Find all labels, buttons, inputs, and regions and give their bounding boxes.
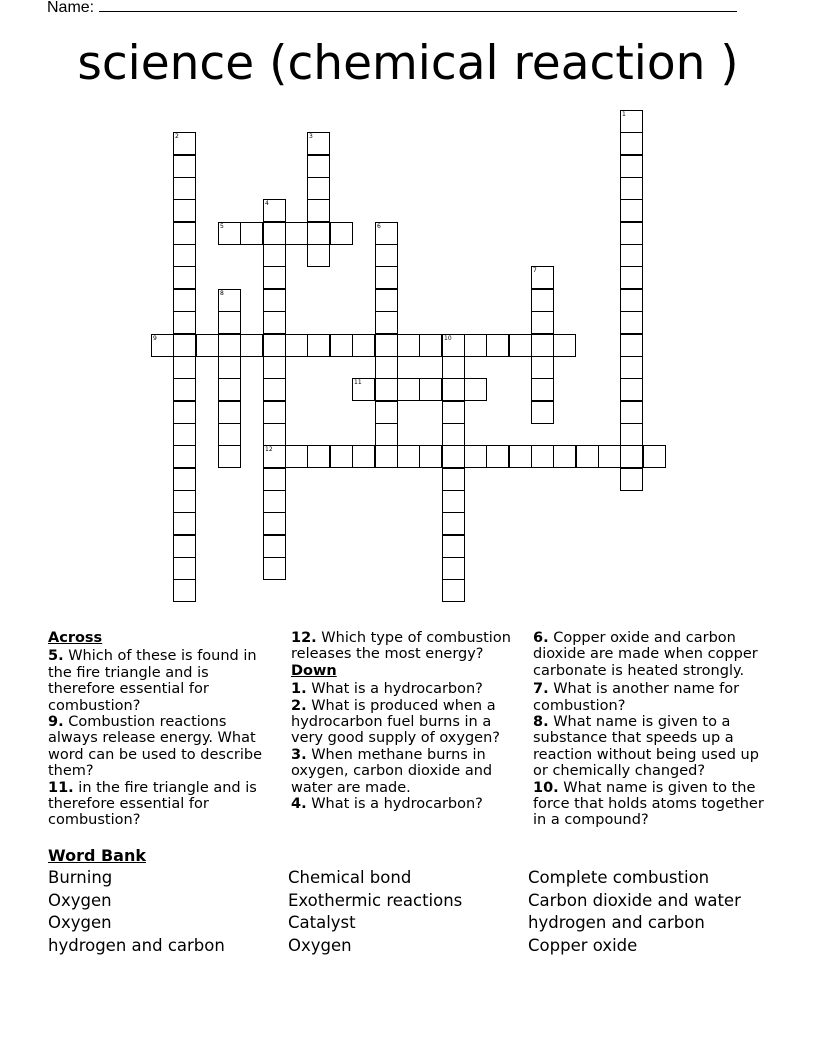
clue-number: 3	[309, 133, 313, 140]
grid-cell[interactable]	[509, 445, 532, 468]
grid-cell[interactable]	[620, 266, 643, 289]
grid-cell[interactable]	[375, 222, 398, 245]
grid-cell[interactable]	[620, 334, 643, 357]
clue-down-3: 3. When methane burns in oxygen, carbon dioxide and water are made.	[291, 746, 493, 796]
grid-cell[interactable]	[263, 222, 286, 245]
grid-cell[interactable]	[620, 177, 643, 200]
clue-number: 4	[265, 200, 269, 207]
grid-cell[interactable]	[263, 356, 286, 379]
grid-cell[interactable]	[531, 311, 554, 334]
grid-cell[interactable]	[263, 557, 286, 580]
grid-cell[interactable]	[173, 401, 196, 424]
grid-cell[interactable]	[576, 445, 599, 468]
grid-cell[interactable]	[196, 334, 219, 357]
grid-cell[interactable]	[442, 401, 465, 424]
grid-cell[interactable]	[352, 445, 375, 468]
grid-cell[interactable]	[531, 289, 554, 312]
grid-cell[interactable]	[173, 468, 196, 491]
grid-cell[interactable]	[263, 199, 286, 222]
grid-cell[interactable]	[531, 445, 554, 468]
word-bank-item: Complete combustion	[528, 868, 710, 887]
grid-cell[interactable]	[531, 334, 554, 357]
clue-across-11: 11. in the fire triangle and is therefore essential for combustion?	[48, 779, 257, 829]
grid-cell[interactable]	[173, 311, 196, 334]
word-bank-column-1	[48, 867, 225, 957]
grid-cell[interactable]	[397, 378, 420, 401]
grid-cell[interactable]	[240, 222, 263, 245]
clue-across-5: 5. Which of these is found in the fire triangle and is therefore essential for combustion?	[48, 648, 257, 714]
grid-cell[interactable]	[419, 445, 442, 468]
grid-cell[interactable]	[620, 445, 643, 468]
grid-cell[interactable]	[509, 334, 532, 357]
clue-down-4: 4. What is a hydrocarbon?	[291, 796, 483, 813]
grid-cell[interactable]	[419, 334, 442, 357]
word-bank-title: Word Bank	[48, 846, 147, 865]
word-bank-item: Catalyst	[288, 913, 356, 933]
grid-cell[interactable]	[307, 244, 330, 267]
grid-cell[interactable]	[218, 289, 241, 312]
grid-cell[interactable]	[397, 334, 420, 357]
grid-cell[interactable]	[173, 199, 196, 222]
clue-number: 10	[444, 335, 452, 342]
grid-cell[interactable]	[285, 445, 308, 468]
grid-cell[interactable]	[620, 132, 643, 155]
grid-cell[interactable]	[553, 445, 576, 468]
clue-down-6: 6. Copper oxide and carbon dioxide are made when copper carbonate is heated strongly.	[533, 630, 758, 679]
grid-cell[interactable]	[173, 289, 196, 312]
word-bank-item: hydrogen and carbon	[48, 935, 225, 955]
word-bank-item: Copper oxide	[528, 935, 638, 955]
grid-cell[interactable]	[442, 557, 465, 580]
grid-cell[interactable]	[173, 132, 196, 155]
grid-cell[interactable]	[531, 356, 554, 379]
grid-cell[interactable]	[442, 468, 465, 491]
clue-number: 6	[377, 223, 381, 230]
grid-cell[interactable]	[263, 490, 286, 513]
grid-cell[interactable]	[173, 155, 196, 178]
grid-cell[interactable]	[307, 155, 330, 178]
grid-cell[interactable]	[240, 334, 263, 357]
word-bank-item: hydrogen and carbon	[528, 913, 705, 933]
clue-across-9: 9. Combustion reactions always release energy. What word can be used to describe them?	[48, 714, 263, 780]
word-bank-item: Oxygen	[48, 890, 112, 910]
grid-cell[interactable]	[263, 401, 286, 424]
grid-cell[interactable]	[263, 423, 286, 446]
grid-cell[interactable]	[218, 445, 241, 468]
grid-cell[interactable]	[442, 423, 465, 446]
grid-cell[interactable]	[442, 445, 465, 468]
grid-cell[interactable]	[620, 423, 643, 446]
clue-down-2: 2. What is produced when a hydrocarbon fuel burns in a very good supply of oxygen?	[291, 697, 500, 747]
grid-cell[interactable]	[375, 334, 398, 357]
grid-cell[interactable]	[620, 244, 643, 267]
grid-cell[interactable]	[307, 334, 330, 357]
grid-cell[interactable]	[263, 445, 286, 468]
grid-cell[interactable]	[598, 445, 621, 468]
grid-cell[interactable]	[620, 468, 643, 491]
word-bank-item: Oxygen	[288, 935, 352, 955]
grid-cell[interactable]	[307, 132, 330, 155]
grid-cell[interactable]	[173, 445, 196, 468]
clue-number: 7	[533, 267, 537, 274]
grid-cell[interactable]	[486, 334, 509, 357]
grid-cell[interactable]	[553, 334, 576, 357]
word-bank-column-3	[528, 867, 741, 957]
grid-cell[interactable]	[397, 445, 420, 468]
grid-cell[interactable]	[263, 289, 286, 312]
grid-cell[interactable]	[375, 289, 398, 312]
grid-cell[interactable]	[263, 512, 286, 535]
clues-column-2	[291, 630, 516, 812]
grid-cell[interactable]	[263, 244, 286, 267]
grid-cell[interactable]	[218, 378, 241, 401]
grid-cell[interactable]	[173, 579, 196, 602]
grid-cell[interactable]	[620, 222, 643, 245]
grid-cell[interactable]	[375, 378, 398, 401]
grid-cell[interactable]	[263, 468, 286, 491]
grid-cell[interactable]	[173, 356, 196, 379]
grid-cell[interactable]	[442, 378, 465, 401]
down-heading: Down	[291, 662, 337, 679]
clue-across-12: 12. Which type of combustion releases the most energy?	[291, 630, 511, 663]
grid-cell[interactable]	[643, 445, 666, 468]
grid-cell[interactable]	[620, 289, 643, 312]
clue-down-8: 8. What name is given to a substance that speeds up a reaction without being used up or chemically changed?	[533, 714, 759, 780]
grid-cell[interactable]	[442, 535, 465, 558]
grid-cell[interactable]	[218, 222, 241, 245]
grid-cell[interactable]	[375, 356, 398, 379]
grid-cell[interactable]	[173, 490, 196, 513]
clues-column-1	[48, 630, 273, 829]
grid-cell[interactable]	[442, 579, 465, 602]
grid-cell[interactable]	[218, 356, 241, 379]
clue-down-10: 10. What name is given to the force that holds atoms together in a compound?	[533, 779, 764, 829]
name-blank[interactable]	[99, 0, 737, 12]
grid-cell[interactable]	[307, 222, 330, 245]
grid-cell[interactable]	[330, 222, 353, 245]
grid-cell[interactable]	[173, 378, 196, 401]
clue-down-1: 1. What is a hydrocarbon?	[291, 681, 483, 698]
grid-cell[interactable]	[218, 401, 241, 424]
clue-number: 9	[153, 335, 157, 342]
grid-cell[interactable]	[375, 423, 398, 446]
grid-cell[interactable]	[263, 334, 286, 357]
grid-cell[interactable]	[620, 110, 643, 133]
grid-cell[interactable]	[151, 334, 174, 357]
grid-cell[interactable]	[173, 222, 196, 245]
clue-number: 5	[220, 223, 224, 230]
grid-cell[interactable]	[330, 445, 353, 468]
grid-cell[interactable]	[464, 334, 487, 357]
grid-cell[interactable]	[620, 356, 643, 379]
word-bank-item: Exothermic reactions	[288, 890, 463, 910]
grid-cell[interactable]	[375, 266, 398, 289]
grid-cell[interactable]	[218, 311, 241, 334]
page-title: science (chemical reaction )	[77, 36, 739, 91]
grid-cell[interactable]	[375, 401, 398, 424]
grid-cell[interactable]	[263, 535, 286, 558]
grid-cell[interactable]	[442, 334, 465, 357]
grid-cell[interactable]	[419, 378, 442, 401]
grid-cell[interactable]	[173, 266, 196, 289]
grid-cell[interactable]	[531, 378, 554, 401]
grid-cell[interactable]	[486, 445, 509, 468]
grid-cell[interactable]	[218, 423, 241, 446]
grid-cell[interactable]	[173, 177, 196, 200]
grid-cell[interactable]	[285, 222, 308, 245]
grid-cell[interactable]	[173, 535, 196, 558]
clue-number: 8	[220, 290, 224, 297]
grid-cell[interactable]	[464, 378, 487, 401]
grid-cell[interactable]	[285, 334, 308, 357]
grid-cell[interactable]	[173, 512, 196, 535]
word-bank-column-2	[288, 867, 462, 957]
clue-number: 11	[354, 379, 362, 386]
grid-cell[interactable]	[173, 423, 196, 446]
grid-cell[interactable]	[375, 311, 398, 334]
grid-cell[interactable]	[218, 334, 241, 357]
grid-cell[interactable]	[173, 557, 196, 580]
clue-number: 2	[175, 133, 179, 140]
grid-cell[interactable]	[620, 155, 643, 178]
grid-cell[interactable]	[442, 512, 465, 535]
grid-cell[interactable]	[620, 378, 643, 401]
grid-cell[interactable]	[531, 266, 554, 289]
grid-cell[interactable]	[330, 334, 353, 357]
grid-cell[interactable]	[352, 378, 375, 401]
word-bank-item: Chemical bond	[288, 868, 412, 887]
name-line	[47, 0, 737, 17]
grid-cell[interactable]	[173, 244, 196, 267]
grid-cell[interactable]	[263, 378, 286, 401]
grid-cell[interactable]	[620, 311, 643, 334]
clue-down-7: 7. What is another name for combustion?	[533, 681, 740, 714]
clue-number: 12	[265, 446, 273, 453]
word-bank-item: Carbon dioxide and water	[528, 890, 741, 910]
grid-cell[interactable]	[352, 334, 375, 357]
grid-cell[interactable]	[620, 199, 643, 222]
grid-cell[interactable]	[442, 490, 465, 513]
grid-cell[interactable]	[307, 177, 330, 200]
word-bank-item: Oxygen	[48, 913, 112, 933]
grid-cell[interactable]	[307, 445, 330, 468]
grid-cell[interactable]	[464, 445, 487, 468]
grid-cell[interactable]	[375, 244, 398, 267]
across-heading: Across	[48, 630, 103, 646]
word-bank-item: Burning	[48, 868, 113, 887]
name-label: Name:	[47, 0, 95, 16]
grid-cell[interactable]	[442, 356, 465, 379]
grid-cell[interactable]	[620, 401, 643, 424]
clues-column-3	[533, 630, 768, 829]
grid-cell[interactable]	[375, 445, 398, 468]
grid-cell[interactable]	[173, 334, 196, 357]
grid-cell[interactable]	[307, 199, 330, 222]
clue-number: 1	[622, 111, 626, 118]
grid-cell[interactable]	[531, 401, 554, 424]
grid-cell[interactable]	[263, 266, 286, 289]
grid-cell[interactable]	[263, 311, 286, 334]
